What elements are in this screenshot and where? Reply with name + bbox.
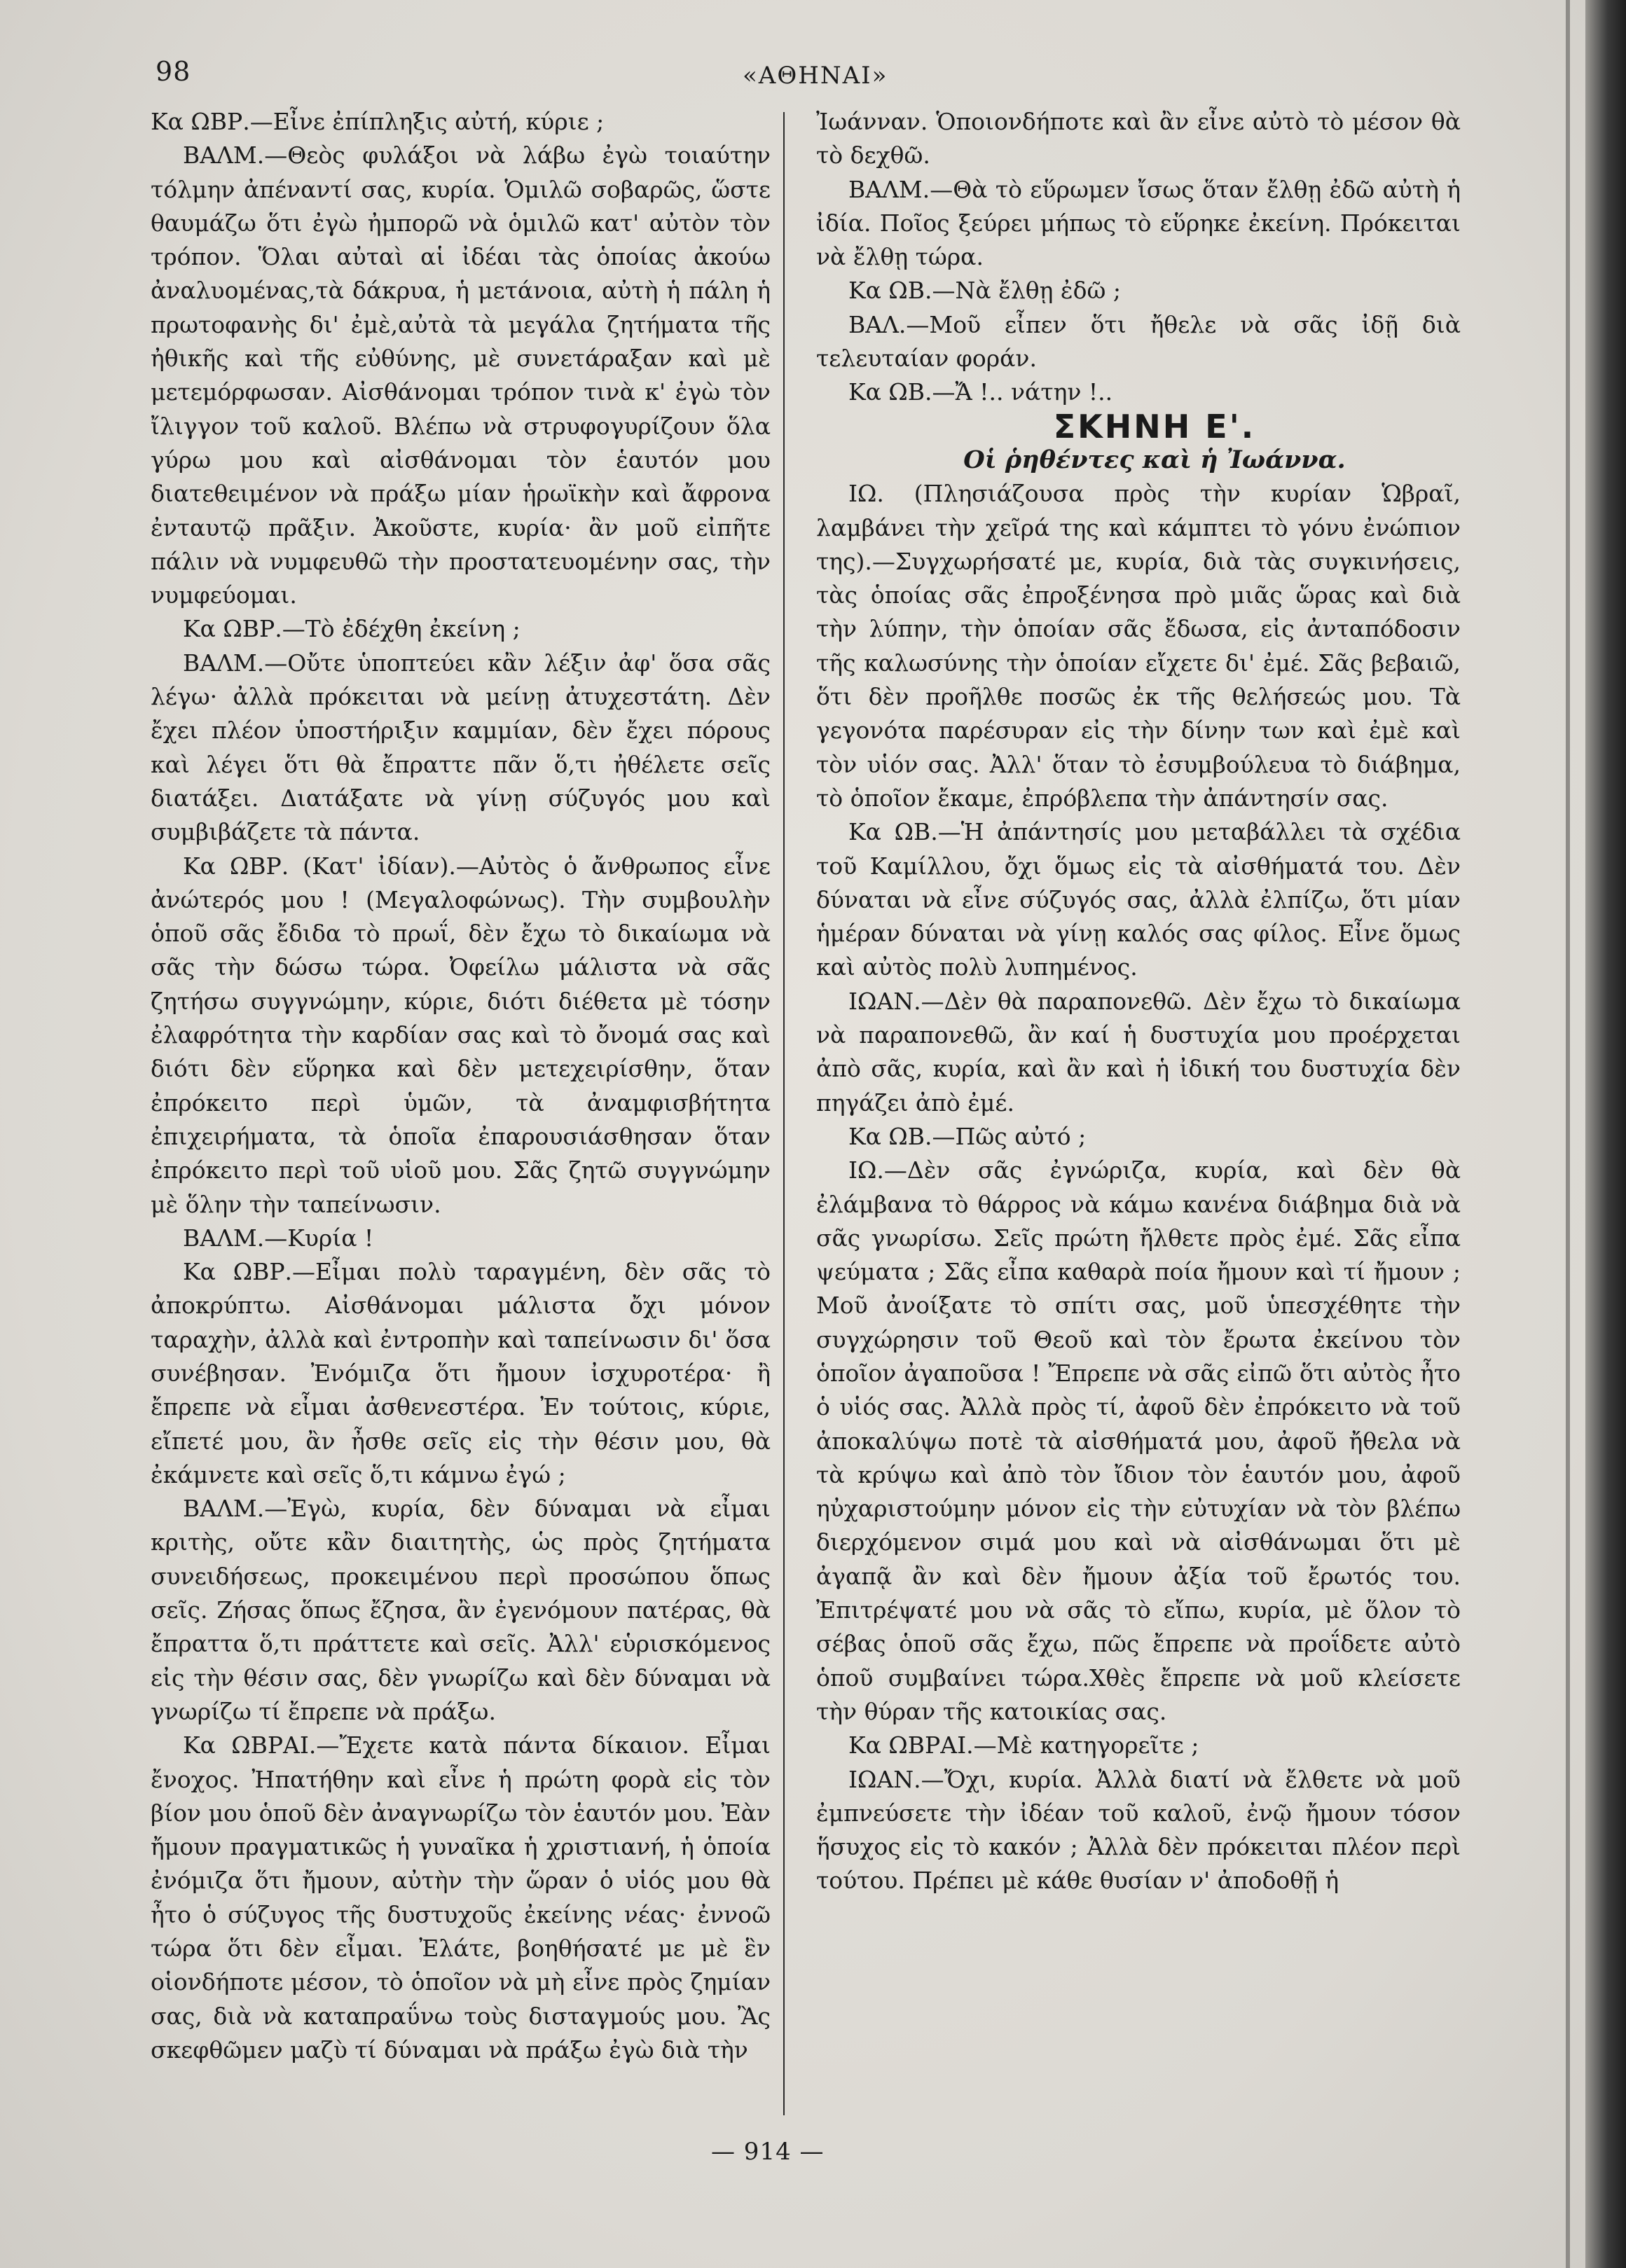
page-header bbox=[0, 56, 1576, 98]
page-footer-number: — 914 — bbox=[711, 2138, 825, 2166]
column-divider bbox=[783, 112, 785, 2115]
paragraph: Κα ΩΒΡ. (Κατ' ἰδίαν).—Αὐτὸς ὁ ἄνθρωπος εἶνε ἀνώτερός μου ! (Μεγαλοφώνως). Τὴν συμβουλὴν ὁποῦ σᾶς ἔδιδα τὸ πρωΐ, δὲν ἔχω τὸ δικαίωμα νὰ σᾶς τὴν δώσω τώρα. Ὀφείλω μάλιστα νὰ σᾶς ζητήσω συγγνώμην, κύριε, διότι διέθετα μὲ τόσην ἐλαφρότητα τὴν καρδίαν σας καὶ τὸ ὄνομά σας καὶ διότι δὲν εὕρηκα καὶ δὲν μετεχειρίσθην, ὅταν ἐπρόκειτο περὶ ὑμῶν, τὰ ἀναμφισβήτητα ἐπιχειρήματα, τὰ ὁποῖα ἐπαρουσιάσθησαν ὅταν ἐπρόκειτο περὶ τοῦ υἱοῦ μου. Σᾶς ζητῶ συγγνώμην μὲ ὅλην τὴν ταπείνωσιν. bbox=[151, 852, 771, 1218]
paragraph: ΙΩΑΝ.—Ὄχι, κυρία. Ἀλλὰ διατί νὰ ἔλθετε νὰ μοῦ ἐμπνεύσετε τὴν ἰδέαν τοῦ καλοῦ, ἐνῷ ἤμουν τόσον ἥσυχος εἰς τὸ κακόν ; Ἀλλὰ δὲν πρόκειται πλέον περὶ τούτου. Πρέπει μὲ κάθε θυσίαν ν' ἀποδοθῇ ἡ bbox=[816, 1765, 1461, 1895]
paragraph: Κα ΩΒ.—Ἡ ἀπάντησίς μου μεταβάλλει τὰ σχέδια τοῦ Καμίλλου, ὄχι ὅμως εἰς τὰ αἰσθήματά του. Δὲν δύναται νὰ εἶνε σύζυγός σας, ἀλλὰ ἐλπίζω, ὅτι μίαν ἡμέραν δύναται νὰ γίνῃ καλός σας φίλος. Εἶνε ὅμως καὶ αὐτὸς πολὺ λυπημένος. bbox=[816, 818, 1461, 981]
paragraph: ΒΑΛΜ.—Ἐγὼ, κυρία, δὲν δύναμαι νὰ εἶμαι κριτὴς, οὔτε κἂν διαιτητὴς, ὡς πρὸς ζητήματα συνειδήσεως, προκειμένου περὶ προσώπου ὅπως σεῖς. Ζήσας ὅπως ἔζησα, ἂν ἐγενόμουν πατέρας, θὰ ἔπραττα ὅ,τι πράττετε καὶ σεῖς. Ἀλλ' εὑρισκόμενος εἰς τὴν θέσιν σας, δὲν γνωρίζω καὶ δὲν δύναμαι νὰ γνωρίζω τί ἔπρεπε νὰ πράξω. bbox=[151, 1495, 771, 1725]
paragraph: Κα ΩΒ.—Νὰ ἔλθῃ ἐδῶ ; bbox=[848, 277, 1122, 305]
paragraph: ΒΑΛΜ.—Θὰ τὸ εὕρωμεν ἴσως ὅταν ἔλθῃ ἐδῶ αὐτὴ ἡ ἰδία. Ποῖος ξεύρει μήπως τὸ εὕρηκε ἐκείνη. Πρόκειται νὰ ἔλθῃ τώρα. bbox=[816, 175, 1461, 271]
paragraph: Κα ΩΒ.—Πῶς αὐτό ; bbox=[848, 1122, 1087, 1150]
left-column bbox=[151, 105, 771, 2067]
paragraph: ΙΩΑΝ.—Δὲν θὰ παραπονεθῶ. Δὲν ἔχω τὸ δικαίωμα νὰ παραπονεθῶ, ἂν καί ἡ δυστυχία μου προέρχεται ἀπὸ σᾶς, κυρία, καὶ ἂν καὶ ἡ ἰδική του δυστυχία δὲν πηγάζει ἀπὸ ἐμέ. bbox=[816, 987, 1461, 1116]
paragraph: Κα ΩΒΡ.—Τὸ ἐδέχθη ἐκείνη ; bbox=[183, 615, 521, 643]
book-spine-shadow bbox=[1585, 0, 1626, 2268]
scene-subheading: Οἱ ῥηθέντες καὶ ἡ Ἰωάννα. bbox=[963, 445, 1346, 474]
scene-heading: ΣΚΗΝΗ Ε'. bbox=[1053, 407, 1256, 445]
paragraph: ΙΩ.—Δὲν σᾶς ἐγνώριζα, κυρία, καὶ δὲν θὰ ἐλάμβανα τὸ θάρρος νὰ κάμω κανένα διάβημα διὰ νὰ σᾶς γνωρίσω. Σεῖς πρώτη ἤλθετε πρὸς ἐμέ. Σᾶς εἶπα ψεύματα ; Σᾶς εἶπα καθαρὰ ποία ἤμουν καὶ τί ἤμουν ; Μοῦ ἀνοίξατε τὸ σπίτι σας, μοῦ ὑπεσχέθητε τὴν συγχώρησιν τοῦ Θεοῦ καὶ τὸν ἔρωτα ἐκείνου τὸν ὁποῖον ἀγαποῦσα ! Ἔπρεπε νὰ σᾶς εἰπῶ ὅτι αὐτὸς ἦτο ὁ υἱός σας. Ἀλλὰ πρὸς τί, ἀφοῦ δὲν ἐπρόκειτο νὰ τοῦ ἀποκαλύψω ποτὲ τὰ αἰσθήματά μου, ἀφοῦ ἤθελα νὰ τὰ κρύψω καὶ ἀπὸ τὸν ἴδιον τὸν ἑαυτόν μου, ἀφοῦ ηὐχαριστούμην μόνον εἰς τὴν εὐτυχίαν νὰ τὸν βλέπω διερχόμενον σιμά μου καὶ νὰ αἰσθάνωμαι ὅτι μὲ ἀγαπᾷ ἂν καὶ δὲν ἤμουν ἀξία τοῦ ἔρωτός του. Ἐπιτρέψατέ μου νὰ σᾶς τὸ εἴπω, κυρία, μὲ ὅλον τὸ σέβας ὁποῦ σᾶς ἔχω, πῶς ἔπρεπε νὰ προΐδετε αὐτὸ ὁποῦ συμβαίνει τώρα.Χθὲς ἔπρεπε νὰ μοῦ κλείσετε τὴν θύραν τῆς κατοικίας σας. bbox=[816, 1156, 1461, 1725]
paragraph: Κα ΩΒΡΑΙ.—Ἔχετε κατὰ πάντα δίκαιον. Εἶμαι ἔνοχος. Ἠπατήθην καὶ εἶνε ἡ πρώτη φορὰ εἰς τὸν βίον μου ὁποῦ δὲν ἀναγνωρίζω τὸν ἑαυτόν μου. Ἐὰν ἤμουν πραγματικῶς ἡ γυναῖκα ἡ χριστιανή, ἡ ὁποία ἐνόμιζα ὅτι ἤμουν, αὐτὴν τὴν ὥραν ὁ υἱός μου θὰ ἦτο ὁ σύζυγος τῆς δυστυχοῦς ἐκείνης νέας· ἐννοῶ τώρα ὅτι δὲν εἶμαι. Ἐλάτε, βοηθήσατέ με μὲ ἓν οἱονδήποτε μέσον, τὸ ὁποῖον νὰ μὴ εἶνε πρὸς ζημίαν σας, διὰ νὰ καταπραΰνω τοὺς δισταγμούς μου. Ἂς σκεφθῶμεν μαζὺ τί δύναμαι νὰ πράξω ἐγὼ διὰ τὴν bbox=[151, 1731, 771, 2063]
page-edge-line bbox=[1566, 0, 1570, 2268]
right-column bbox=[816, 105, 1461, 1898]
running-title: «ΑΘΗΝΑΙ» bbox=[743, 62, 888, 90]
paragraph: ΒΑΛΜ.—Οὔτε ὑποπτεύει κἂν λέξιν ἀφ' ὅσα σᾶς λέγω· ἀλλὰ πρόκειται νὰ μείνῃ ἀτυχεστάτη. Δὲν ἔχει πλέον ὑποστήριξιν καμμίαν, δὲν ἔχει πόρους καὶ λέγει ὅτι θὰ ἔπραττε πᾶν ὅ,τι ἠθέλετε σεῖς διατάξει. Διατάξατε νὰ γίνῃ σύζυγός μου καὶ συμβιβάζετε τὰ πάντα. bbox=[151, 649, 771, 846]
paragraph: Κα ΩΒΡΑΙ.—Μὲ κατηγορεῖτε ; bbox=[848, 1731, 1199, 1759]
paragraph: Κα ΩΒΡ.—Εἶμαι πολὺ ταραγμένη, δὲν σᾶς τὸ ἀποκρύπτω. Αἰσθάνομαι μάλιστα ὄχι μόνον ταραχὴν, ἀλλὰ καὶ ἐντροπὴν καὶ ταπείνωσιν δι' ὅσα συνέβησαν. Ἐνόμιζα ὅτι ἤμουν ἰσχυροτέρα· ἢ ἔπρεπε νὰ εἶμαι ἀσθενεστέρα. Ἐν τούτοις, κύριε, εἴπετέ μου, ἂν ἦσθε σεῖς εἰς τὴν θέσιν μου, θὰ ἐκάμνετε καὶ σεῖς ὅ,τι κάμνω ἐγώ ; bbox=[151, 1258, 771, 1488]
paragraph: Ἰωάνναν. Ὁποιονδήποτε καὶ ἂν εἶνε αὐτὸ τὸ μέσον θὰ τὸ δεχθῶ. bbox=[816, 108, 1461, 170]
paragraph: ΒΑΛ.—Μοῦ εἶπεν ὅτι ἤθελε νὰ σᾶς ἰδῇ διὰ τελευταίαν φοράν. bbox=[816, 310, 1461, 373]
paragraph: Κα ΩΒΡ.—Εἶνε ἐπίπληξις αὐτή, κύριε ; bbox=[151, 108, 605, 135]
page-number: 98 bbox=[156, 56, 191, 87]
paragraph: Κα ΩΒ.—Ἄ !.. νάτην !.. bbox=[848, 378, 1113, 406]
paragraph: ΒΑΛΜ.—Θεὸς φυλάξοι νὰ λάβω ἐγὼ τοιαύτην τόλμην ἀπέναντί σας, κυρία. Ὁμιλῶ σοβαρῶς, ὥστε θαυμάζω ὅτι ἐγὼ ἠμπορῶ νὰ ὁμιλῶ κατ' αὐτὸν τὸν τρόπον. Ὅλαι αὐταὶ αἱ ἰδέαι τὰς ὁποίας ἀκούω ἀναλυομένας,τὰ δάκρυα, ἡ μετάνοια, αὐτὴ ἡ πάλη ἡ πρωτοφανὴς δι' ἐμὲ,αὐτὰ τὰ μεγάλα ζητήματα τῆς ἠθικῆς καὶ τῆς εὐθύνης, μὲ συνετάραξαν καὶ μὲ μετεμόρφωσαν. Αἰσθάνομαι τρόπον τινὰ κ' ἐγὼ τὸν ἴλιγγον τοῦ καλοῦ. Βλέπω νὰ στρυφογυρίζουν ὅλα γύρω μου καὶ αἰσθάνομαι τὸν ἑαυτόν μου διατεθειμένον νὰ πράξω μίαν ἡρωϊκὴν καὶ ἄφρονα ἐνταυτῷ πρᾶξιν. Ἀκοῦστε, κυρία· ἂν μοῦ εἰπῆτε πάλιν νὰ νυμφευθῶ τὴν προστατευομένην σας, τὴν νυμφεύομαι. bbox=[151, 141, 771, 609]
paragraph: ΙΩ. (Πλησιάζουσα πρὸς τὴν κυρίαν Ὡβραῖ, λαμβάνει τὴν χεῖρά της καὶ κάμπτει τὸ γόνυ ἐνώπιον της).—Συγχωρήσατέ με, κυρία, διὰ τὰς συγκινήσεις, τὰς ὁποίας σᾶς ἐπροξένησα πρὸ μιᾶς ὥρας καὶ διὰ τὴν λύπην, τὴν ὁποίαν σᾶς ἔδωσα, εἰς ἀνταπόδοσιν τῆς καλωσύνης τὴν ὁποίαν εἴχετε δι' ἐμέ. Σᾶς βεβαιῶ, ὅτι δὲν προῆλθε ποσῶς ἐκ τῆς θελήσεώς μου. Τὰ γεγονότα παρέσυραν εἰς τὴν δίνην των καὶ ἐμὲ καὶ τὸν υἱόν σας. Ἀλλ' ὅταν τὸ ἐσυμβούλευα τὸ διάβημα, τὸ ὁποῖον ἔκαμε, ἐπρόβλεπα τὴν ἀπάντησίν σας. bbox=[816, 480, 1461, 812]
paragraph: ΒΑΛΜ.—Κυρία ! bbox=[183, 1224, 374, 1252]
